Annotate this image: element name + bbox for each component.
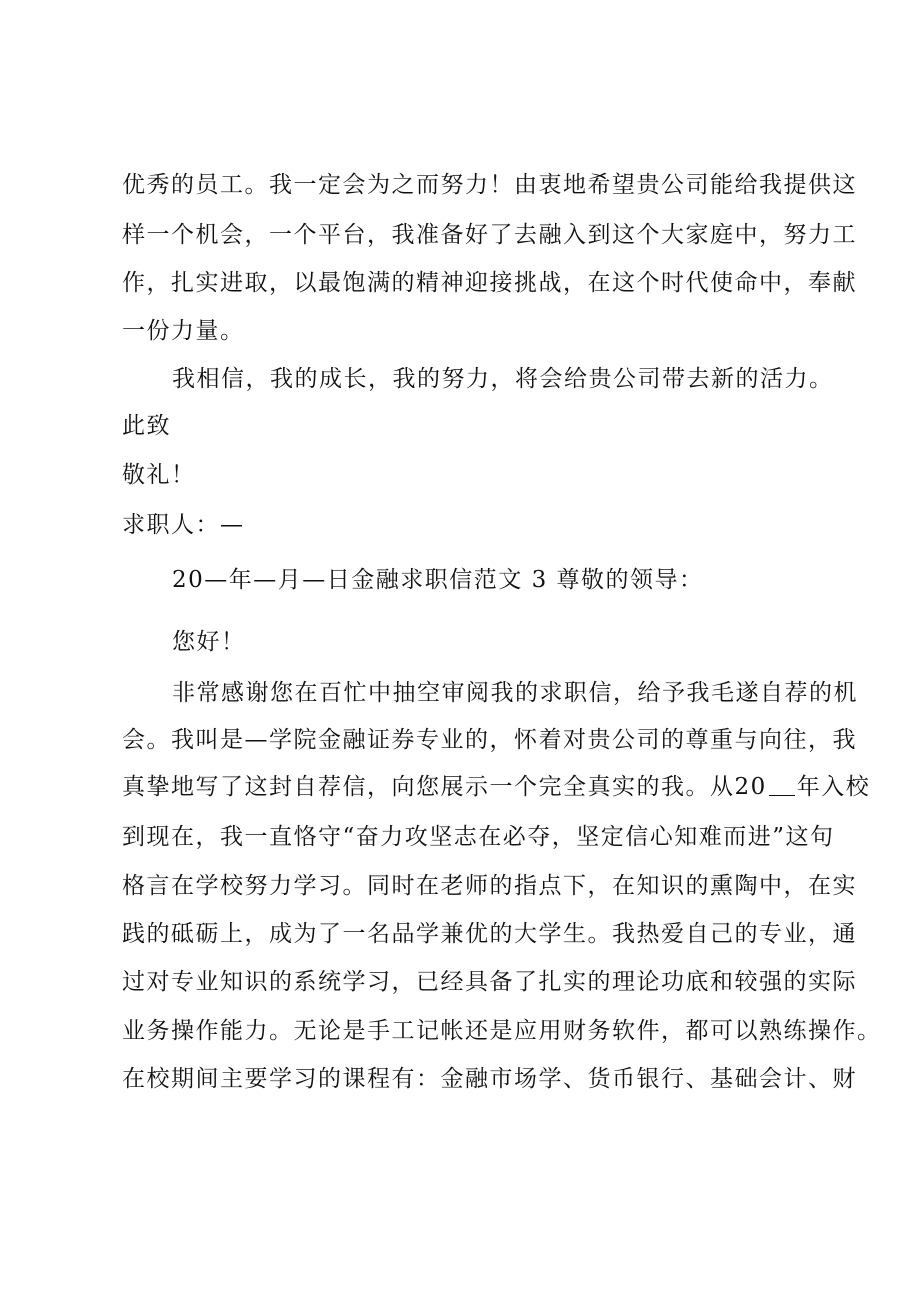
paragraph-line: 我相信，我的成长，我的努力，将会给贵公司带去新的活力。 xyxy=(172,366,834,392)
closing-line: 敬礼！ xyxy=(122,462,196,488)
greeting-line: 您好！ xyxy=(172,629,246,655)
paragraph-line: 一份力量。 xyxy=(122,318,245,344)
paragraph-line: 到现在，我一直恪守“奋力攻坚志在必夺，坚定信心知难而进”这句 xyxy=(122,824,835,850)
date-title-line: 20—年—月—日金融求职信范文 3 尊敬的领导： xyxy=(172,567,704,593)
year-prefix: 20 xyxy=(734,774,767,800)
paragraph-line: 在校期间主要学习的课程有：金融市场学、货币银行、基础会计、财 xyxy=(122,1066,857,1092)
year-blank xyxy=(769,773,795,796)
paragraph-line xyxy=(122,772,870,802)
paragraph-line: 优秀的员工。我一定会为之而努力！由衷地希望贵公司能给我提供这 xyxy=(122,172,857,198)
paragraph-line: 样一个机会，一个平台，我准备好了去融入到这个大家庭中，努力工 xyxy=(122,222,857,248)
paragraph-line: 作，扎实进取，以最饱满的精神迎接挑战，在这个时代使命中，奉献 xyxy=(122,270,857,296)
paragraph-line: 过对专业知识的系统学习，已经具备了扎实的理论功底和较强的实际 xyxy=(122,969,857,995)
paragraph-line: 非常感谢您在百忙中抽空审阅我的求职信，给予我毛遂自荐的机 xyxy=(172,680,858,706)
paragraph-line: 业务操作能力。无论是手工记帐还是应用财务软件，都可以熟练操作。 xyxy=(122,1018,882,1044)
signature-line: 求职人：— xyxy=(122,512,245,538)
closing-line: 此致 xyxy=(122,413,171,439)
paragraph-line: 践的砥砺上，成为了一名品学兼优的大学生。我热爱自己的专业，通 xyxy=(122,921,857,947)
year-suffix: 年入校 xyxy=(796,774,871,800)
paragraph-line: 格言在学校努力学习。同时在老师的指点下，在知识的熏陶中，在实 xyxy=(122,873,857,899)
paragraph-line-text: 真挚地写了这封自荐信，向您展示一个完全真实的我。从 xyxy=(122,774,735,800)
paragraph-line: 会。我叫是—学院金融证券专业的，怀着对贵公司的尊重与向往，我 xyxy=(122,727,857,753)
